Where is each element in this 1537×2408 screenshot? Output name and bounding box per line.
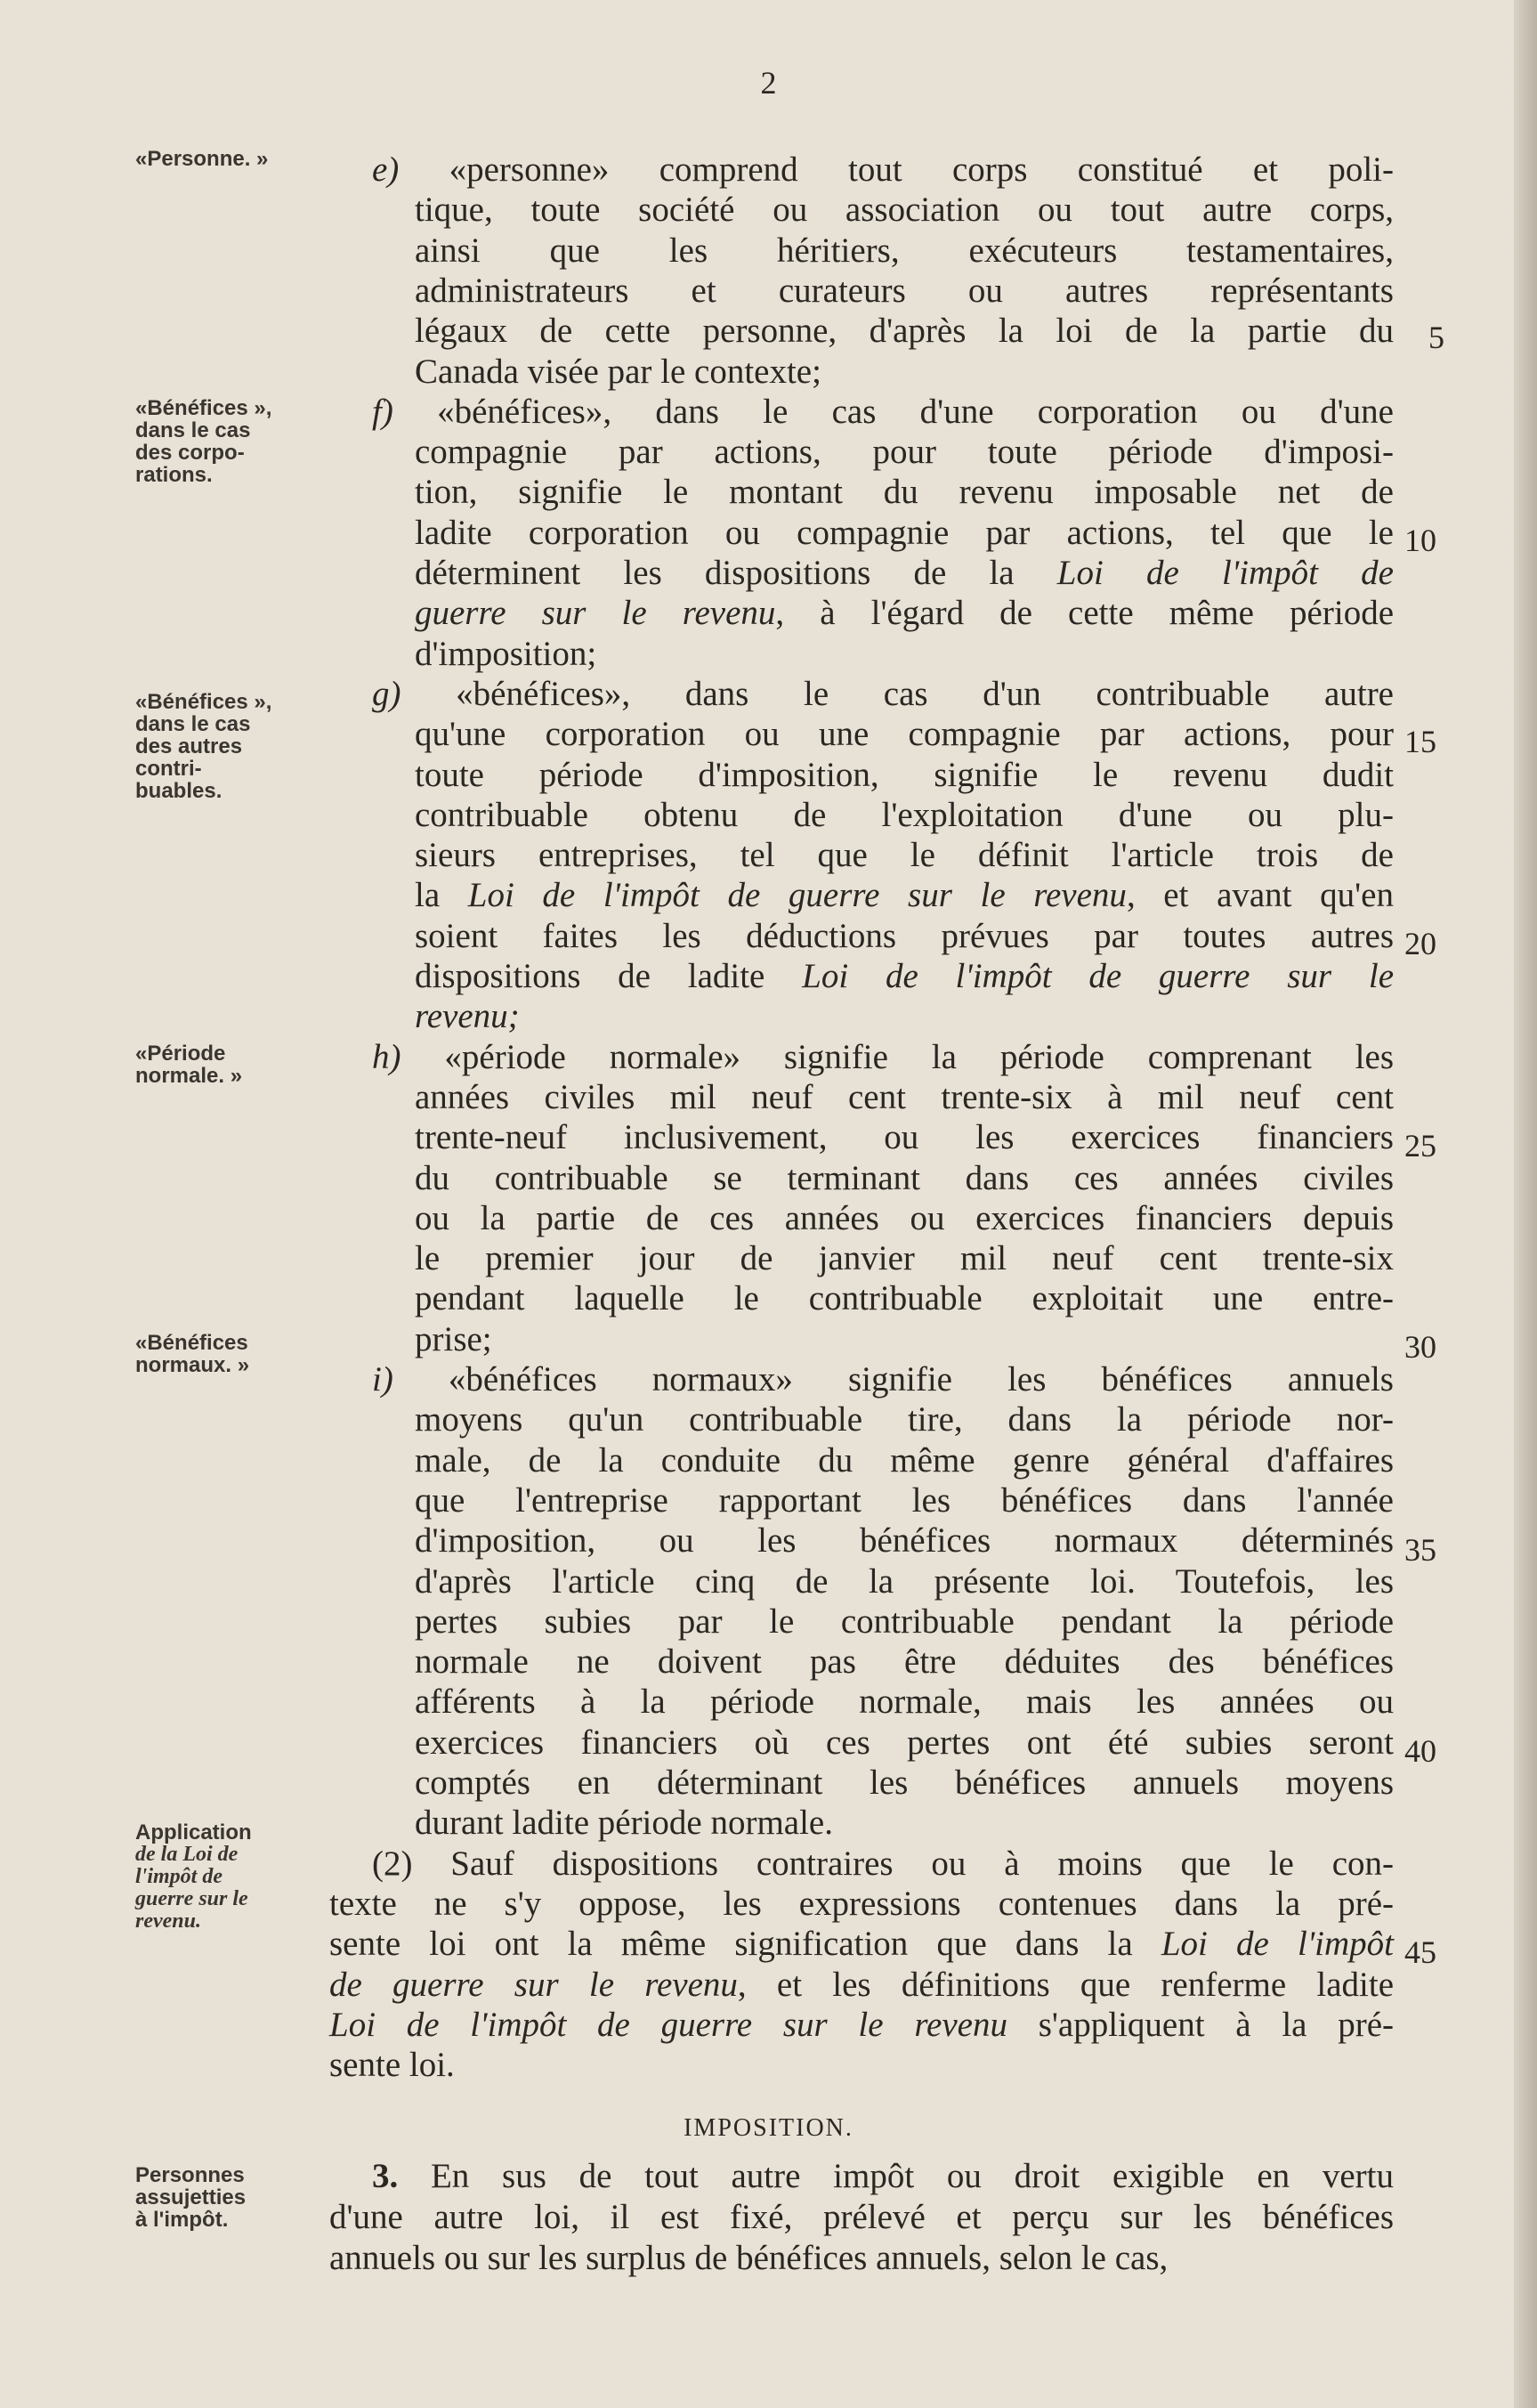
text-line: que l'entreprise rapportant les bénéfices dans l'année <box>415 1480 1394 1520</box>
text-line: toute période d'imposition, signifie le revenu dudit <box>415 755 1394 794</box>
margin-note-benefices-autres: «Bénéfices », dans le cas des autres contri- buables. <box>135 690 272 803</box>
margin-note-application: Application de la Loi de l'impôt de guerre sur le revenu. <box>135 1820 252 1933</box>
text-line: d'après l'article cinq de la présente loi. Toutefois, les <box>415 1561 1394 1601</box>
text-line: normale ne doivent pas être déduites des bénéfices <box>415 1642 1394 1682</box>
text-line: g) «bénéfices», dans le cas d'un contribuable autre <box>372 674 1394 713</box>
text-line: ladite corporation ou compagnie par actions, tel que le <box>415 513 1394 552</box>
text-line: d'une autre loi, il est fixé, prélevé et perçu sur les bénéfices <box>329 2198 1394 2236</box>
text-line: exercices financiers où ces pertes ont été subies seront <box>415 1723 1394 1762</box>
text-line: prise; <box>415 1319 492 1358</box>
text-line: compagnie par actions, pour toute période d'imposi- <box>415 433 1394 472</box>
text-line: d'imposition, ou les bénéfices normaux déterminés <box>415 1521 1394 1561</box>
text-line: moyens qu'un contribuable tire, dans la période nor- <box>415 1400 1394 1439</box>
text-line: sente loi. <box>329 2046 455 2085</box>
text-line: administrateurs et curateurs ou autres représentants <box>415 271 1394 310</box>
text-line: afférents à la période normale, mais les années ou <box>415 1682 1394 1722</box>
text-line: légaux de cette personne, d'après la loi de la partie du <box>415 312 1394 351</box>
text-line: texte ne s'y oppose, les expressions contenues dans la pré- <box>329 1884 1394 1923</box>
text-line: d'imposition; <box>415 634 597 673</box>
text-line: e) «personne» comprend tout corps constitué et poli- <box>372 150 1394 189</box>
line-number: 35 <box>1404 1532 1436 1568</box>
text-line: de guerre sur le revenu, et les définitions que renferme ladite <box>329 1965 1394 2004</box>
text-line: ou la partie de ces années ou exercices financiers depuis <box>415 1198 1394 1237</box>
section-heading: IMPOSITION. <box>684 2114 853 2142</box>
text-line: annuels ou sur les surplus de bénéfices annuels, selon le cas, <box>329 2239 1169 2277</box>
margin-note-periode-normale: «Période normale. » <box>135 1042 243 1088</box>
text-line: (2) Sauf dispositions contraires ou à moins que le con- <box>372 1844 1394 1883</box>
line-number: 20 <box>1404 926 1436 961</box>
text-line: f) «bénéfices», dans le cas d'une corporation ou d'une <box>372 392 1394 431</box>
text-line: dispositions de ladite Loi de l'impôt de guerre sur le <box>415 957 1395 995</box>
line-number: 15 <box>1404 724 1436 759</box>
text-line: Canada visée par le contexte; <box>415 352 821 391</box>
text-line: tion, signifie le montant du revenu imposable net de <box>415 473 1394 512</box>
text-line: pertes subies par le contribuable pendant la période <box>415 1601 1394 1641</box>
text-line: années civiles mil neuf cent trente-six à mil neuf cent <box>415 1077 1394 1116</box>
margin-note-personne: «Personne. » <box>135 147 269 171</box>
margin-note-benefices-corporations: «Bénéfices », dans le cas des corpo- rations. <box>135 396 272 487</box>
text-line: sieurs entreprises, tel que le définit l'article trois de <box>415 836 1394 875</box>
text-line: male, de la conduite du même genre général d'affaires <box>415 1440 1394 1480</box>
margin-note-benefices-normaux: «Bénéfices normaux. » <box>135 1331 250 1377</box>
text-line: soient faites les déductions prévues par toutes autres <box>415 916 1394 955</box>
line-number: 5 <box>1428 320 1444 355</box>
margin-note-personnes-assujetties: Personnes assujetties à l'impôt. <box>135 2163 247 2232</box>
text-line: ainsi que les héritiers, exécuteurs testamentaires, <box>415 231 1394 270</box>
line-number: 10 <box>1404 523 1436 558</box>
line-number: 45 <box>1404 1934 1436 1970</box>
text-line: guerre sur le revenu, à l'égard de cette même période <box>415 594 1394 633</box>
text-line: 3. En sus de tout autre impôt ou droit exigible en vertu <box>372 2157 1394 2195</box>
text-line: déterminent les dispositions de la Loi de l'impôt de <box>415 554 1394 592</box>
text-line: contribuable obtenu de l'exploitation d'une ou plu- <box>415 795 1394 834</box>
text-line: Loi de l'impôt de guerre sur le revenu s'appliquent à la pré- <box>329 2005 1394 2044</box>
text-line: tique, toute société ou association ou tout autre corps, <box>415 191 1394 230</box>
text-line: h) «période normale» signifie la période comprenant les <box>372 1037 1394 1076</box>
text-line: revenu; <box>415 997 520 1036</box>
page-number: 2 <box>760 65 777 101</box>
text-line: comptés en déterminant les bénéfices annuels moyens <box>415 1763 1394 1802</box>
line-number: 25 <box>1404 1128 1436 1163</box>
text-line: pendant laquelle le contribuable exploitait une entre- <box>415 1279 1394 1318</box>
line-number: 40 <box>1404 1733 1436 1769</box>
text-line: sente loi ont la même signification que dans la Loi de l'impôt <box>329 1925 1394 1964</box>
line-number: 30 <box>1404 1329 1436 1365</box>
text-line: qu'une corporation ou une compagnie par actions, pour <box>415 715 1394 754</box>
page-edge <box>1514 0 1537 2408</box>
text-line: i) «bénéfices normaux» signifie les bénéfices annuels <box>372 1360 1394 1399</box>
text-line: durant ladite période normale. <box>415 1804 833 1843</box>
text-line: trente-neuf inclusivement, ou les exercices financiers <box>415 1118 1394 1157</box>
text-line: la Loi de l'impôt de guerre sur le revenu, et avant qu'en <box>415 876 1394 915</box>
text-line: le premier jour de janvier mil neuf cent trente-six <box>415 1239 1394 1278</box>
text-line: du contribuable se terminant dans ces années civiles <box>415 1158 1394 1197</box>
